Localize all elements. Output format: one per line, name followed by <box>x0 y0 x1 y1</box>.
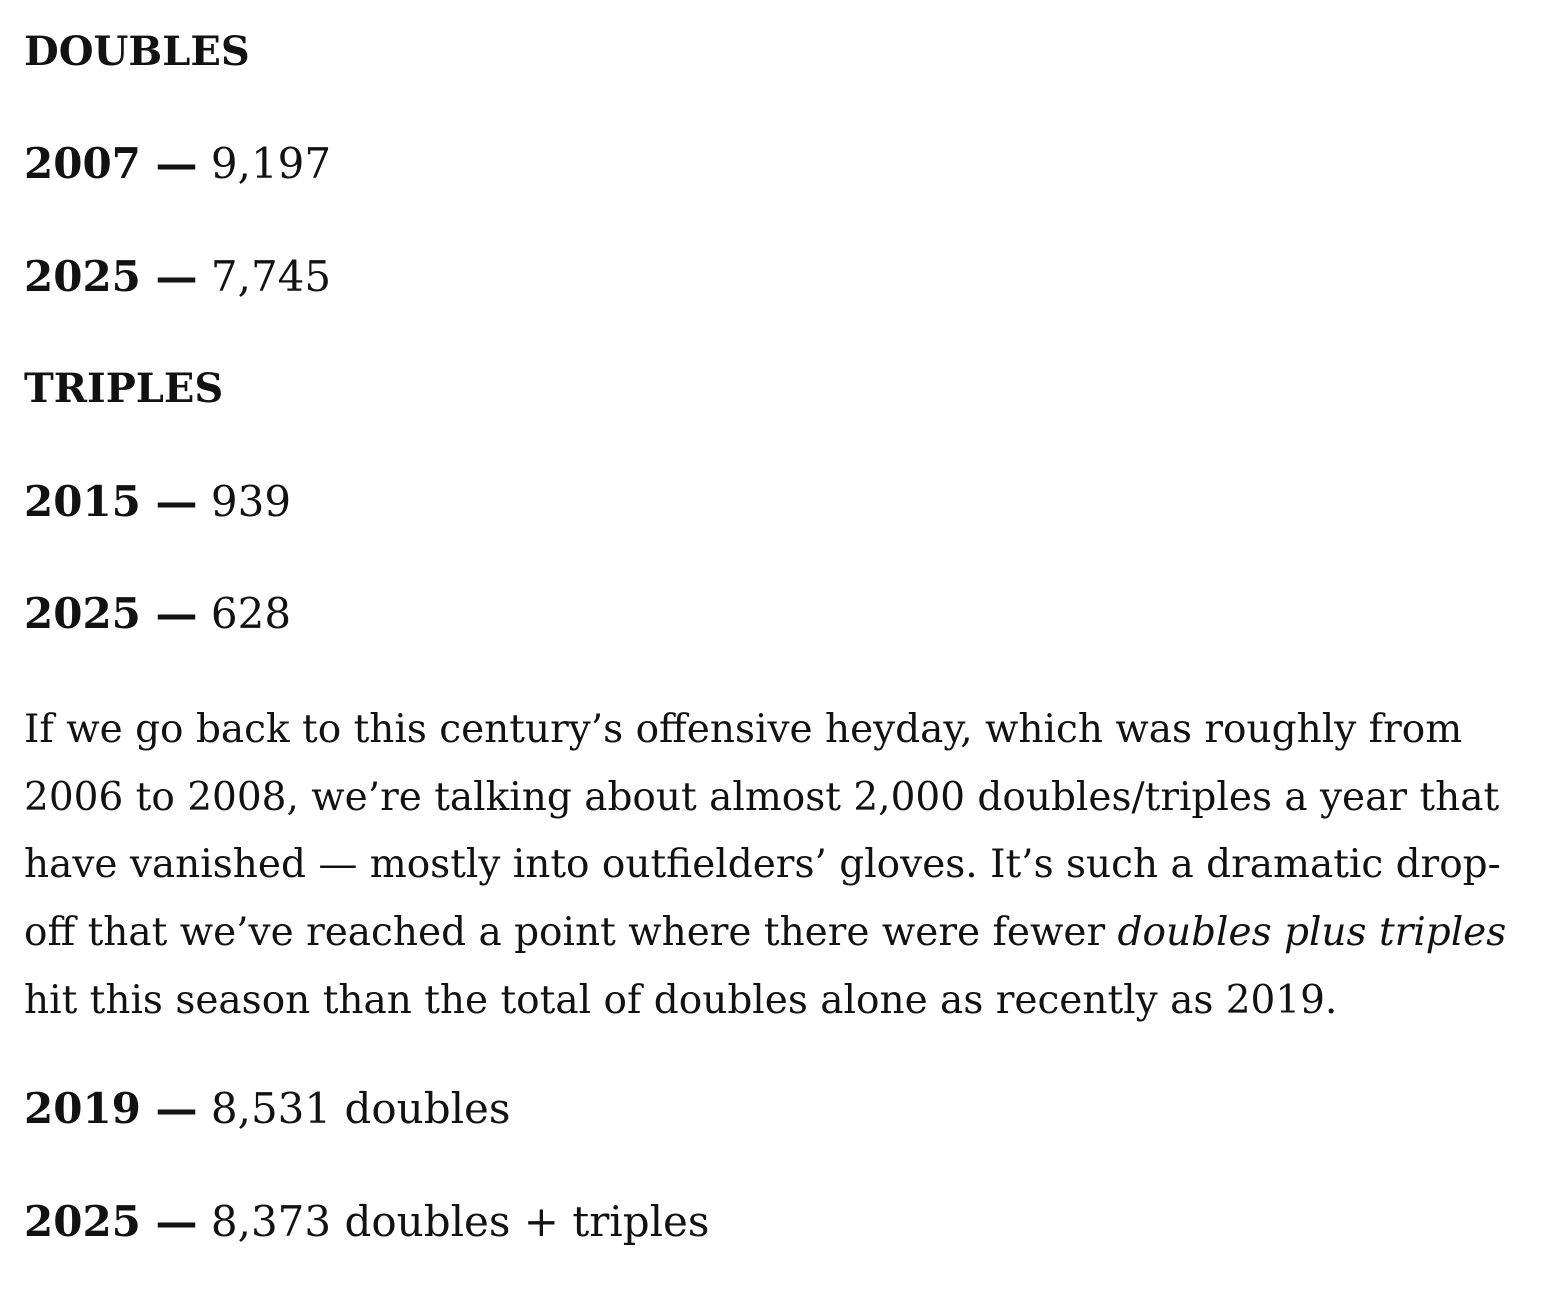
body-paragraph <box>24 696 1506 1035</box>
comparison-stat-2025 <box>24 1194 709 1250</box>
stat-year: 2019 — <box>24 1084 198 1133</box>
doubles-stat-2007 <box>24 136 331 192</box>
comparison-stat-2019 <box>24 1081 510 1137</box>
paragraph-emphasis: doubles plus triples <box>1117 910 1507 956</box>
stat-value: 939 <box>210 477 292 526</box>
triples-stat-2015 <box>24 474 291 530</box>
stat-value: 628 <box>210 589 292 638</box>
paragraph-line: If we go back to this century’s offensive heyday, which was roughly from <box>24 707 1463 752</box>
doubles-heading: DOUBLES <box>24 28 250 75</box>
doubles-stat-2025 <box>24 249 331 305</box>
stat-year: 2025 — <box>24 1197 198 1246</box>
stat-value: 8,373 doubles + triples <box>210 1197 710 1246</box>
stat-value: 9,197 <box>210 139 332 188</box>
triples-stat-2025 <box>24 586 291 642</box>
stat-value: 8,531 doubles <box>210 1084 511 1133</box>
paragraph-line: have vanished — mostly into outfielders’ gloves. It’s such a dramatic drop- <box>24 842 1501 888</box>
stat-year: 2025 — <box>24 252 198 301</box>
paragraph-line: hit this season than the total of doubles alone as recently as 2019. <box>24 977 1338 1023</box>
stat-year: 2015 — <box>24 477 198 526</box>
paragraph-line <box>24 899 1506 967</box>
triples-heading: TRIPLES <box>24 365 224 412</box>
paragraph-line: 2006 to 2008, we’re talking about almost 2,000 doubles/triples a year that <box>24 774 1500 820</box>
stat-value: 7,745 <box>210 252 332 301</box>
stat-year: 2007 — <box>24 139 198 188</box>
stat-year: 2025 — <box>24 589 198 638</box>
paragraph-text: off that we’ve reached a point where there were fewer <box>24 910 1118 956</box>
